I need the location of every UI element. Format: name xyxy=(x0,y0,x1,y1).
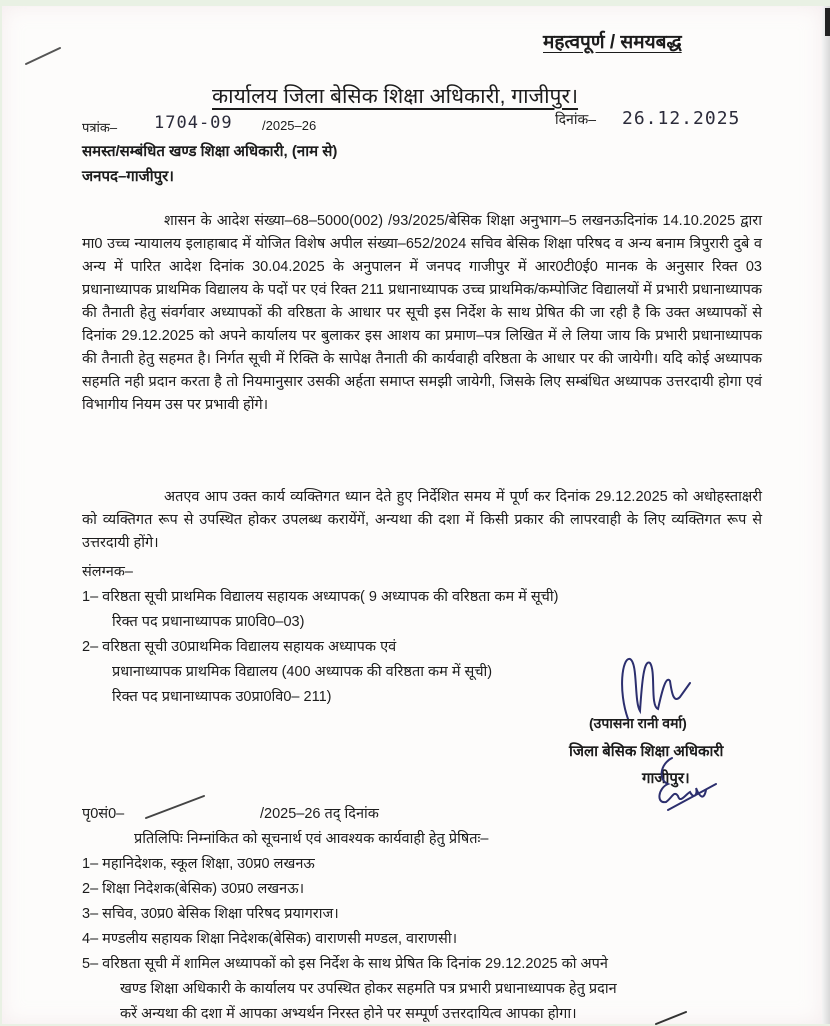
reference-label: पत्रांक– xyxy=(82,120,118,135)
enclosure-1-line1: 1– वरिष्ठता सूची प्राथमिक विद्यालय सहायक अध्यापक( 9 अध्यापक की वरिष्ठता कम में सूची) xyxy=(82,589,559,605)
enclosure-2-line1: 2– वरिष्ठता सूची उ0प्राथमिक विद्यालय सहायक अध्यापक एवं xyxy=(82,639,397,655)
copy-ref-suffix: /2025–26 तद् दिनांक xyxy=(260,806,379,822)
date-handwritten: 26.12.2025 xyxy=(622,108,741,129)
office-heading: कार्यालय जिला बेसिक शिक्षा अधिकारी, गाजीपुर। xyxy=(212,85,579,108)
date-label: दिनांक– xyxy=(555,111,596,127)
copy-intro: प्रतिलिपिः निम्नांकित को सूचनार्थ एवं आवश्यक कार्यवाही हेतु प्रेषितः– xyxy=(134,831,489,847)
page-edge xyxy=(822,6,830,1024)
initials-mark xyxy=(650,754,720,814)
document-page xyxy=(2,6,822,1024)
page-edge-dark xyxy=(825,8,830,36)
copy-recipient-2: 2– शिक्षा निदेशक(बेसिक) उ0प्र0 लखनऊ। xyxy=(82,881,305,897)
signatory-designation: जिला बेसिक शिक्षा अधिकारी xyxy=(569,743,724,760)
copy-recipient-5-line3: करें अन्यथा की दशा में आपका अभ्यर्थन निरस्त होने पर सम्पूर्ण उत्तरदायित्व आपका होगा। xyxy=(120,1006,577,1022)
signatory-name: (उपासना रानी वर्मा) xyxy=(589,715,687,731)
copy-recipient-3: 3– सचिव, उ0प्र0 बेसिक शिक्षा परिषद प्रयागराज। xyxy=(82,906,339,922)
enclosure-2-line2: प्रधानाध्यापक प्राथमिक विद्यालय (400 अध्यापक की वरिष्ठता कम में सूची) xyxy=(112,664,493,680)
priority-tag: महत्वपूर्ण / समयबद्ध xyxy=(543,32,682,53)
addressee-line1: समस्त/सम्बंधित खण्ड शिक्षा अधिकारी, (नाम से) xyxy=(82,143,338,160)
pen-mark-top-left xyxy=(24,44,64,68)
enclosure-2-line3: रिक्त पद प्रधानाध्यापक उ0प्रा0वि0– 211) xyxy=(112,689,332,705)
copy-recipient-5-line1: 5– वरिष्ठता सूची में शामिल अध्यापकों को इस निर्देश के साथ प्रेषित कि दिनांक 29.12.2025 को अपने xyxy=(82,956,608,972)
signatory-place: गाजीपुर। xyxy=(642,770,690,787)
reference-number-handwritten: 1704-09 xyxy=(154,113,233,133)
enclosure-label: संलग्नक– xyxy=(82,564,133,580)
reference-year: /2025–26 xyxy=(262,118,317,133)
pen-mark-copy-ref xyxy=(142,792,212,822)
body-paragraph-2: अतएव आप उक्त कार्य व्यक्तिगत ध्यान देते हुए निर्देशित समय में पूर्ण कर दिनांक 29.12.2025 को अधोहस्ताक्षरी को व्यक्तिगत रूप से उपस्थित होकर उपलब्ध करायेंगें, अन्यथा की दशा में किसी प्रकार की लापरवाही के लिए व्यक्तिगत रूप से उत्तरदायी होंगे। xyxy=(82,489,762,551)
copy-recipient-5-line2: खण्ड शिक्षा अधिकारी के कार्यालय पर उपस्थित होकर सहमति पत्र प्रभारी प्रधानाध्यापक हेतु प्रदान xyxy=(120,981,617,997)
copy-ref-label: पृ0सं0– xyxy=(82,806,125,822)
enclosure-1-line2: रिक्त पद प्रधानाध्यापक प्रा0वि0–03) xyxy=(112,614,305,630)
copy-recipient-4: 4– मण्डलीय सहायक शिक्षा निदेशक(बेसिक) वाराणसी मण्डल, वाराणसी। xyxy=(82,931,458,947)
body-paragraph-1: शासन के आदेश संख्या–68–5000(002) /93/2025/बेसिक शिक्षा अनुभाग–5 लखनऊदिनांक 14.10.2025 द्वारा मा0 उच्च न्यायालय इलाहाबाद में योजित विशेष अपील संख्या–652/2024 सचिव बेसिक शिक्षा परिषद व अन्य बनाम त्रिपुरारी दुबे व अन्य में पारित आदेश दिनांक 30.04.2025 के अनुपालन में जनपद गाजीपुर में आर0टी0ई0 मानक के अनुसार रिक्त 03 प्रधानाध्यापक प्राथमिक विद्यालय के पदों पर एवं रिक्त 211 प्रधानाध्यापक उच्च प्राथमिक/कम्पोजिट विद्यालयों में प्रभारी प्रधानाध्यापक की तैनाती हेतु संवर्गवार अध्यापकों की वरिष्ठता के आधार पर सूची इस निर्देश के साथ प्रेषित की जा रही है कि उक्त अध्यापकों से दिनांक 29.12.2025 को अपने कार्यालय पर बुलाकर इस आशय का प्रमाण–पत्र लिखित में ले लिया जाय कि प्रभारी प्रधानाध्यापक की तैनाती हेतु सहमत है। निर्गत सूची में रिक्ति के सापेक्ष तैनाती की कार्यवाही वरिष्ठता के आधार पर की जायेगी। यदि कोई अध्यापक सहमति नही प्रदान करता है तो नियमानुसार उसकी अर्हता समाप्त समझी जायेगी, जिसके लिए सम्बंधित अध्यापक उत्तरदायी होगा एवं विभागीय नियम उस पर प्रभावी होंगे। xyxy=(82,213,762,413)
copy-recipient-1: 1– महानिदेशक, स्कूल शिक्षा, उ0प्र0 लखनऊ xyxy=(82,856,315,872)
addressee-line2: जनपद–गाजीपुर। xyxy=(82,168,174,185)
